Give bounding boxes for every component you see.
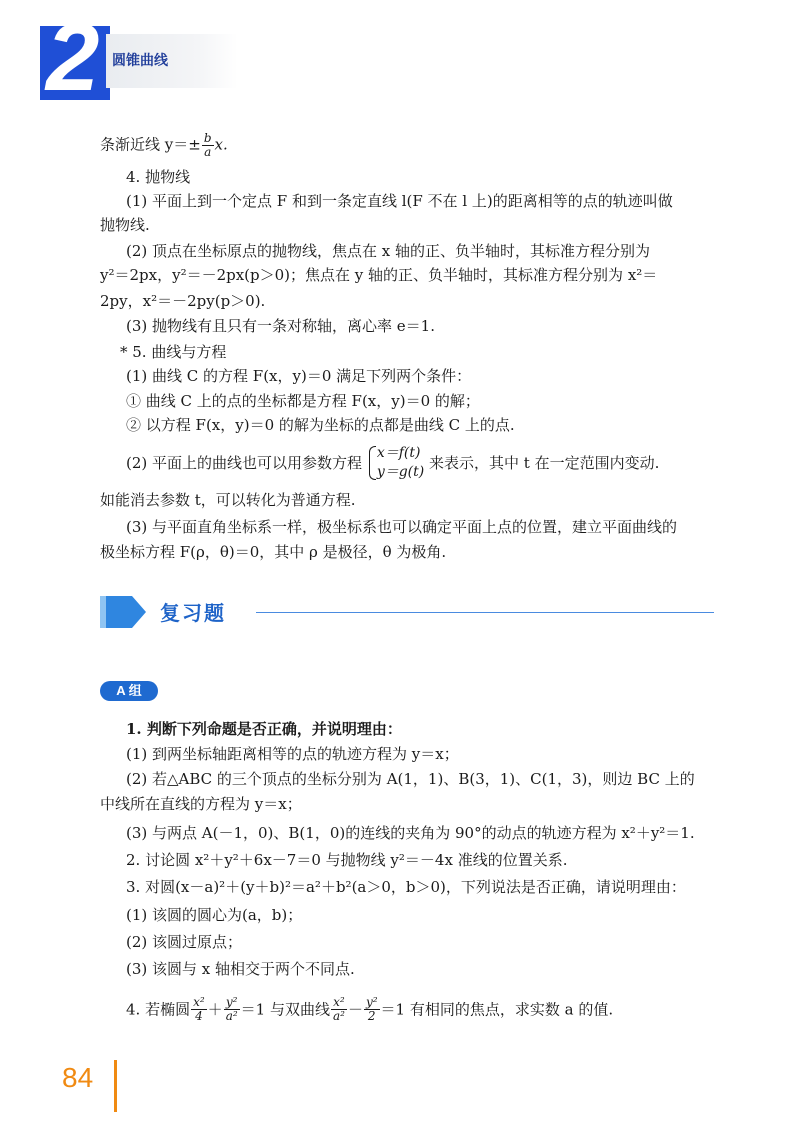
fraction: $\frac{\text{y²}}{2}$ <box>365 995 378 1023</box>
text-line: 极坐标方程 F(ρ，θ)＝0，其中 ρ 是极径，θ 为极角. <box>100 543 447 561</box>
exercise-item: (2) 该圆过原点； <box>126 933 243 951</box>
text-line: y²＝2px，y²＝－2px(p＞0)；焦点在 y 轴的正、负半轴时，其标准方程分别为 x²＝ <box>100 266 658 284</box>
exercise-item: (3) 该圆与 x 轴相交于两个不同点. <box>126 960 355 978</box>
exercise-3: 3. 对圆(x－a)²＋(y＋b)²＝a²＋b²(a＞0，b＞0)，下列说法是否正确，请说明理由： <box>126 878 686 896</box>
exercise-1: 1. 判断下列命题是否正确，并说明理由： <box>126 720 402 738</box>
fraction: $\frac{\text{x²}}{\text{a²}}$ <box>332 995 345 1023</box>
page-number: 84 <box>62 1062 94 1093</box>
subheading-parabola: 4. 抛物线 <box>126 168 191 186</box>
chapter-number: 2 <box>46 4 98 111</box>
section-title: 复习题 <box>160 603 226 625</box>
text-line: 抛物线. <box>100 216 150 234</box>
exercise-2: 2. 讨论圆 x²＋y²＋6x－7＝0 与抛物线 y²＝－4x 准线的位置关系. <box>126 851 568 869</box>
fraction: $\frac{\text{y²}}{\text{a²}}$ <box>225 995 238 1023</box>
section-rule <box>256 612 714 613</box>
section-arrow-icon <box>100 596 146 628</box>
exercise-item: 中线所在直线的方程为 y＝x； <box>100 795 302 813</box>
group-badge: A 组 <box>100 681 158 701</box>
text-line: (3) 与平面直角坐标系一样，极坐标系也可以确定平面上点的位置，建立平面曲线的 <box>126 518 678 536</box>
text-line: (2) 平面上的曲线也可以用参数方程 x＝f(t) y＝g(t) 来表示，其中 t 在一定范围内变动. <box>126 445 660 480</box>
text-line: 2py，x²＝－2py(p＞0). <box>100 292 266 310</box>
text-line: (3) 抛物线有且只有一条对称轴，离心率 e＝1. <box>126 317 435 335</box>
page-number-bar <box>114 1060 117 1112</box>
exercise-4: 4. 若椭圆 $\frac{\text{x²}}{4}$ ＋ $\frac{\text{y²}}{\text{a²}}$ ＝1 与双曲线 $\frac{\text{x²}}{\text{a²}}$ － $\frac{\text{y²}}{2}$ ＝1 有相同的焦点，求实数 a 的值. <box>126 995 614 1023</box>
fraction: $\frac{\text{x²}}{4}$ <box>193 995 205 1023</box>
text-line: (2) 顶点在坐标原点的抛物线，焦点在 x 轴的正、负半轴时，其标准方程分别为 <box>126 242 651 260</box>
chapter-title: 圆锥曲线 <box>112 52 168 68</box>
parametric-equations: x＝f(t) y＝g(t) <box>367 444 424 482</box>
exercise-item: (1) 到两坐标轴距离相等的点的轨迹方程为 y＝x； <box>126 745 459 763</box>
exercise-item: (2) 若△ABC 的三个顶点的坐标分别为 A(1，1)、B(3，1)、C(1，3)，则边 BC 上的 <box>126 770 695 788</box>
subheading-curve-equation: * 5. 曲线与方程 <box>120 343 227 361</box>
exercise-item: (3) 与两点 A(－1，0)、B(1，0)的连线的夹角为 90°的动点的轨迹方程为 x²＋y²＝1. <box>126 824 695 842</box>
exercise-item: (1) 该圆的圆心为(a，b)； <box>126 906 303 924</box>
text-line: ② 以方程 F(x，y)＝0 的解为坐标的点都是曲线 C 上的点. <box>126 416 515 434</box>
text-line: (1) 平面上到一个定点 F 和到一条定直线 l(F 不在 l 上)的距离相等的点的轨迹叫做 <box>126 192 673 210</box>
text-line: 条渐近线 y＝± $\frac{b}{a}$ x. <box>100 131 228 159</box>
fraction-b-over-a: $\frac{b}{a}$ <box>203 131 212 159</box>
text-line: (1) 曲线 C 的方程 F(x，y)＝0 满足下列两个条件： <box>126 367 472 385</box>
text-line: ① 曲线 C 上的点的坐标都是方程 F(x，y)＝0 的解； <box>126 392 480 410</box>
text-line: 如能消去参数 t，可以转化为普通方程. <box>100 491 356 509</box>
